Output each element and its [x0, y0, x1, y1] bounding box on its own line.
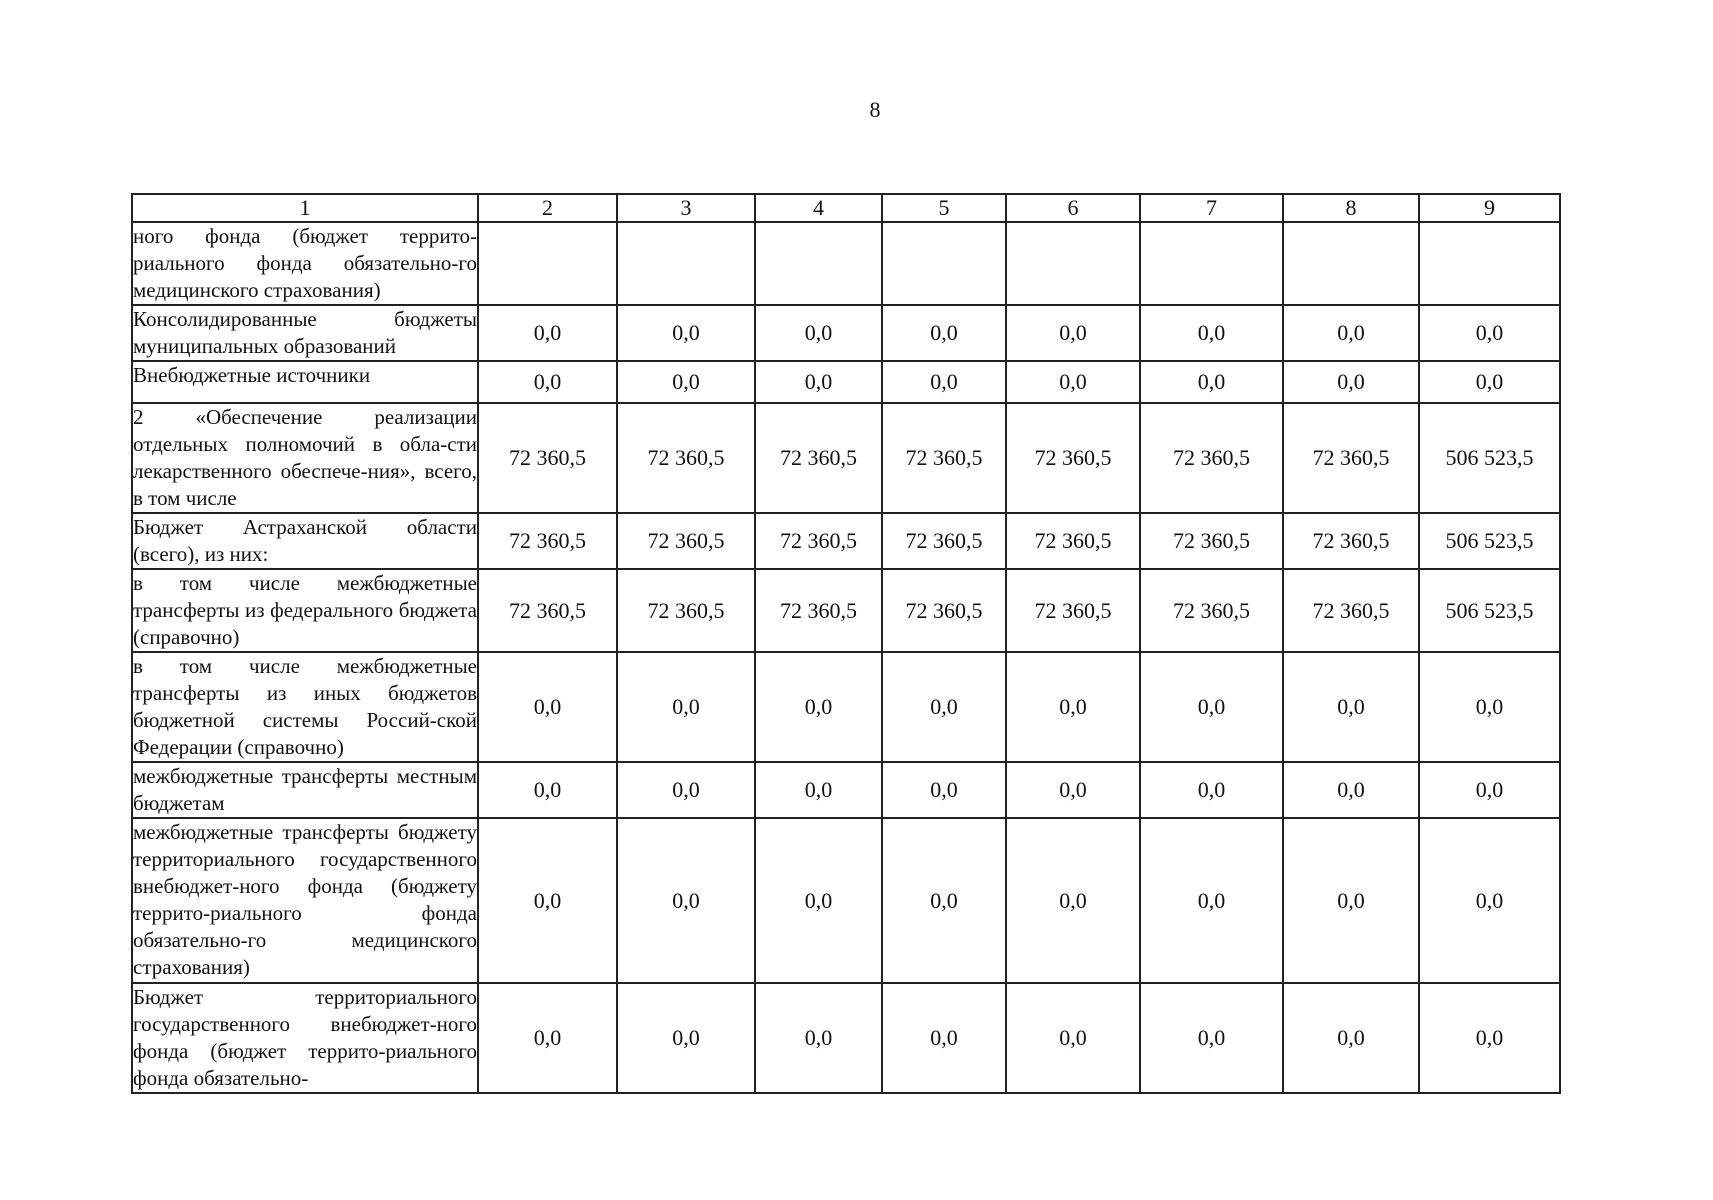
table-cell: 0,0 — [617, 305, 755, 361]
table-cell: 0,0 — [882, 762, 1006, 818]
table-cell: 0,0 — [478, 983, 617, 1093]
table-cell: 0,0 — [1419, 361, 1560, 403]
table-cell: 0,0 — [755, 762, 882, 818]
row-label: межбюджетные трансферты местным бюджетам — [132, 762, 478, 818]
table-cell: 0,0 — [882, 818, 1006, 983]
row-label: Бюджет территориального государственного внебюджет-ного фонда (бюджет террито-риального фонда обязательно- — [132, 983, 478, 1093]
table-row — [132, 983, 1560, 1093]
table-cell: 0,0 — [1140, 652, 1283, 762]
table-cell: 0,0 — [1419, 652, 1560, 762]
row-label: ного фонда (бюджет террито-риального фонда обязательно-го медицинского страхования) — [132, 222, 478, 305]
table-cell: 0,0 — [478, 652, 617, 762]
table-row — [132, 652, 1560, 762]
table-cell: 72 360,5 — [1283, 569, 1419, 652]
row-label: межбюджетные трансферты бюджету территориального государственного внебюджет-ного фонда (бюджету террито-риального фонда обязательно-го медицинского страхования) — [132, 818, 478, 983]
table-cell: 72 360,5 — [617, 403, 755, 513]
table-cell: 72 360,5 — [1006, 403, 1140, 513]
table-cell: 0,0 — [1283, 818, 1419, 983]
page-number: 8 — [869, 97, 881, 122]
column-header: 8 — [1283, 194, 1419, 222]
budget-table — [131, 193, 1561, 1094]
table-cell: 0,0 — [1006, 983, 1140, 1093]
table-cell: 0,0 — [1283, 361, 1419, 403]
table-cell: 0,0 — [478, 305, 617, 361]
table-cell: 0,0 — [478, 762, 617, 818]
column-header: 3 — [617, 194, 755, 222]
row-label: 2 «Обеспечение реализации отдельных полномочий в обла-сти лекарственного обеспече-ния», всего, в том числе — [132, 403, 478, 513]
table-cell: 0,0 — [755, 361, 882, 403]
table-cell: 72 360,5 — [478, 569, 617, 652]
table-cell: 0,0 — [1140, 305, 1283, 361]
table-cell: 72 360,5 — [1140, 569, 1283, 652]
table-cell: 0,0 — [1006, 652, 1140, 762]
table-cell: 0,0 — [1283, 762, 1419, 818]
table-cell: 72 360,5 — [882, 403, 1006, 513]
table-cell: 0,0 — [1419, 762, 1560, 818]
column-header: 9 — [1419, 194, 1560, 222]
table-cell: 72 360,5 — [1006, 569, 1140, 652]
table-cell: 72 360,5 — [478, 513, 617, 569]
table-cell: 0,0 — [882, 305, 1006, 361]
table-cell: 72 360,5 — [617, 513, 755, 569]
table-cell: 0,0 — [617, 762, 755, 818]
table-cell: 0,0 — [755, 652, 882, 762]
table-cell — [1006, 222, 1140, 305]
table-cell: 0,0 — [617, 361, 755, 403]
table-cell: 0,0 — [617, 818, 755, 983]
table-row — [132, 361, 1560, 403]
table-row — [132, 403, 1560, 513]
table-cell: 72 360,5 — [1283, 403, 1419, 513]
column-header: 5 — [882, 194, 1006, 222]
table-cell: 0,0 — [1140, 983, 1283, 1093]
table-cell: 0,0 — [755, 818, 882, 983]
table-cell: 506 523,5 — [1419, 569, 1560, 652]
table-cell: 72 360,5 — [755, 513, 882, 569]
table-cell — [1419, 222, 1560, 305]
table-cell: 0,0 — [882, 652, 1006, 762]
table-row — [132, 818, 1560, 983]
table-cell: 72 360,5 — [882, 569, 1006, 652]
table-cell: 0,0 — [882, 983, 1006, 1093]
table-cell — [617, 222, 755, 305]
table-cell: 72 360,5 — [1140, 403, 1283, 513]
column-header: 1 — [132, 194, 478, 222]
table-cell: 0,0 — [755, 305, 882, 361]
table-cell: 0,0 — [1140, 361, 1283, 403]
table-cell: 506 523,5 — [1419, 403, 1560, 513]
table-cell: 0,0 — [1140, 762, 1283, 818]
table-cell: 0,0 — [1283, 652, 1419, 762]
table-cell: 72 360,5 — [755, 569, 882, 652]
table-cell: 506 523,5 — [1419, 513, 1560, 569]
column-header: 6 — [1006, 194, 1140, 222]
table-cell — [755, 222, 882, 305]
table-cell: 0,0 — [1419, 305, 1560, 361]
table-cell: 72 360,5 — [617, 569, 755, 652]
table-cell: 0,0 — [478, 361, 617, 403]
table-cell: 0,0 — [755, 983, 882, 1093]
table-cell: 0,0 — [617, 652, 755, 762]
table-cell: 72 360,5 — [755, 403, 882, 513]
table-cell: 72 360,5 — [882, 513, 1006, 569]
table-row — [132, 305, 1560, 361]
table-cell: 0,0 — [617, 983, 755, 1093]
table-cell — [478, 222, 617, 305]
row-label: Консолидированные бюджеты муниципальных образований — [132, 305, 478, 361]
table-cell: 0,0 — [1283, 305, 1419, 361]
table-cell — [1283, 222, 1419, 305]
table-cell: 72 360,5 — [478, 403, 617, 513]
table-cell: 0,0 — [1419, 983, 1560, 1093]
table-cell: 0,0 — [1006, 361, 1140, 403]
table-cell: 0,0 — [1283, 983, 1419, 1093]
table-cell: 0,0 — [1006, 818, 1140, 983]
column-header: 7 — [1140, 194, 1283, 222]
table-cell: 0,0 — [1006, 305, 1140, 361]
table-cell: 0,0 — [478, 818, 617, 983]
header-row — [132, 194, 1560, 222]
table-cell — [1140, 222, 1283, 305]
column-header: 2 — [478, 194, 617, 222]
table-row — [132, 222, 1560, 305]
row-label: в том числе межбюджетные трансферты из иных бюджетов бюджетной системы Россий-ской Федерации (справочно) — [132, 652, 478, 762]
table-row — [132, 513, 1560, 569]
table-cell: 0,0 — [882, 361, 1006, 403]
table-cell: 0,0 — [1140, 818, 1283, 983]
row-label: Внебюджетные источники — [132, 361, 478, 403]
column-header: 4 — [755, 194, 882, 222]
table-cell: 72 360,5 — [1283, 513, 1419, 569]
row-label: в том числе межбюджетные трансферты из федерального бюджета (справочно) — [132, 569, 478, 652]
table-cell — [882, 222, 1006, 305]
table-row — [132, 762, 1560, 818]
table-cell: 72 360,5 — [1140, 513, 1283, 569]
table-cell: 0,0 — [1006, 762, 1140, 818]
table-cell: 0,0 — [1419, 818, 1560, 983]
table-row — [132, 569, 1560, 652]
row-label: Бюджет Астраханской области (всего), из них: — [132, 513, 478, 569]
table-cell: 72 360,5 — [1006, 513, 1140, 569]
